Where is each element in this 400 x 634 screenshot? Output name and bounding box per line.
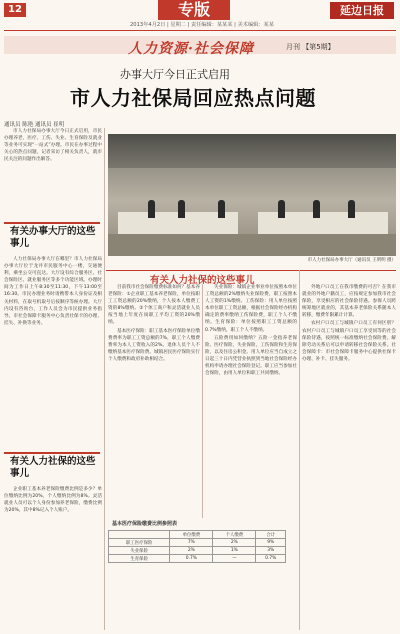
paper-name: 延边日报 — [330, 2, 394, 19]
contribution-table — [108, 530, 286, 563]
sidebar-rule — [4, 222, 100, 224]
table-row — [109, 555, 286, 563]
table-title: 基本医疗保险缴费比例参照表 — [112, 521, 178, 527]
table-cell: — — [213, 555, 256, 563]
body-paragraph: 基本医疗保险：职工基本医疗保险单位缴费费率为职工工资总额的7%，职工个人缴费费率为本人工资收入的2%。退休人员个人不缴纳基本医疗保险费。城镇居民医疗保险实行个人缴费和政府补助相结合。 — [108, 328, 200, 362]
section-label: 专版 — [158, 0, 230, 20]
sidebar2-title: 有关人力社保的这些事儿 — [10, 456, 96, 479]
table-header-row — [109, 531, 286, 539]
column-divider — [299, 270, 300, 630]
dateline: 2013年4月2日 | 星期二 | 责任编辑：某某某 | 美术编辑：某某 — [130, 22, 274, 28]
table-row — [109, 547, 286, 555]
column-divider — [104, 128, 105, 630]
body-paragraph: 目前我市社会保险缴费标准如何？基本养老保险：①企业职工基本养老保险，单位按职工工资总额的20%缴纳，个人按本人缴费工资的8%缴纳。②个体工商户和灵活就业人员按当地上年度在岗职工平均工资的20%缴纳。 — [108, 285, 200, 326]
sidebar2-text — [4, 486, 102, 630]
table-header-cell — [109, 531, 170, 539]
header-rule — [4, 30, 396, 31]
body-paragraph: 外地户口员工在我市缴费的可否？在我市就业的外地户籍员工，应按规定参加我市社会保险，享受相应的社会保险待遇。参保人员跨统筹地区就业的，其基本养老保险关系随本人转移，缴费年限累计计算。 — [302, 285, 396, 319]
table-cell: 3% — [256, 547, 286, 555]
byline: 通讯员 陈艳 通讯员 崔明 — [4, 122, 65, 128]
table-row — [109, 539, 286, 547]
body-paragraph: 五险费用如何缴纳？五险一金指养老保险、医疗保险、失业保险、工伤保险和生育保险，以及住房公积金。用人单位应当自成立之日起三十日内凭营业执照到当地社会保险经办机构申请办理社会保险登记。职工应当参加社会保险，由用人单位和职工共同缴纳。 — [205, 335, 297, 377]
table-cell: 生育保险 — [109, 555, 170, 563]
sidebar2-paragraph: 企业职工基本养老保险缴费比例是多少？单位缴纳比例为20%，个人缴纳比例为8%。灵活就业人员可以个人身份参加养老保险，缴费比例为20%，其中8%记入个人账户。 — [4, 487, 102, 514]
table-cell: 2% — [170, 547, 213, 555]
sidebar2-rule — [4, 452, 100, 454]
issue-label: 月刊 【第5期】 — [286, 43, 335, 51]
table-header-cell: 单位缴费 — [170, 531, 213, 539]
section-rule — [106, 270, 396, 271]
banner-title: 人力资源·社会保障 — [128, 41, 254, 57]
photo-caption: 市人力社保局办事大厅（通讯员 王明明 摄） — [307, 258, 396, 263]
table-header-cell: 合计 — [256, 531, 286, 539]
sidebar-title: 有关办事大厅的这些事儿 — [10, 226, 96, 249]
page-number: 12 — [4, 3, 26, 17]
body-column-3 — [302, 284, 396, 630]
table-cell: 7% — [170, 539, 213, 547]
lead-paragraph: 市人力社保局办事大厅今日正式启用，市民办理养老、医疗、工伤、失业、生育保险及就业等业务可实现“一站式”办理。市民在办事过程中关心的热点问题，记者采访了相关负责人，就市民关注的问题作出解答。 — [4, 129, 102, 163]
sidebar-paragraph: 人力社保局办事大厅在哪里？市人力社保局办事大厅位于龙井市民服务中心一楼，交通便利，乘坐公交可直达。大厅设有综合服务区、社会保险区、就业服务区等多个功能区域。办理时间为工作日上午8:30至11:30，下午13:00至16:30。市民办理业务时请携带本人身份证及相关材料，在取号机取号后按顺序等候办理。大厅内设有咨询台，工作人员会为市民提供业务指导。市社会保障卡服务中心负责社保卡的办理、挂失、补换等业务。 — [4, 257, 102, 326]
section-title: 有关人力社保的这些事儿 — [150, 275, 255, 286]
body-paragraph: 农村户口员工与城镇户口员工有何区别？农村户口员工与城镇户口员工享受同等的社会保险待遇，按照统一标准缴纳社会保险费。解除劳动关系后可以申请转移社会保险关系。社会保障卡：市社会保障卡服务中心提供社保卡办理、补卡、挂失服务。 — [302, 321, 396, 362]
table-cell: 0.7% — [170, 555, 213, 563]
table-cell: 2% — [213, 539, 256, 547]
table-cell: 1% — [213, 547, 256, 555]
body-column-1 — [108, 284, 200, 518]
table-cell: 职工医疗保险 — [109, 539, 170, 547]
article-subtitle: 办事大厅今日正式启用 — [120, 68, 230, 81]
body-column-2 — [205, 284, 297, 518]
article-headline: 市人力社保局回应热点问题 — [70, 86, 316, 110]
office-photo — [108, 134, 396, 256]
body-paragraph: 失业保险：城镇企业事业单位按照本单位工资总额的2%缴纳失业保险费，职工按照本人工资的1%缴纳。工伤保险：用人单位按照本单位职工工资总额，根据社会保险经办机构确定的费率缴纳工伤保险费，职工个人不缴纳。生育保险：单位按照职工工资总额的0.7%缴纳，职工个人不缴纳。 — [205, 285, 297, 333]
table-cell: 9% — [256, 539, 286, 547]
table-cell: 失业保险 — [109, 547, 170, 555]
sidebar-text — [4, 256, 102, 450]
table-cell: 0.7% — [256, 555, 286, 563]
table-header-cell: 个人缴费 — [213, 531, 256, 539]
column-divider — [202, 284, 203, 518]
lead-column — [4, 128, 102, 220]
